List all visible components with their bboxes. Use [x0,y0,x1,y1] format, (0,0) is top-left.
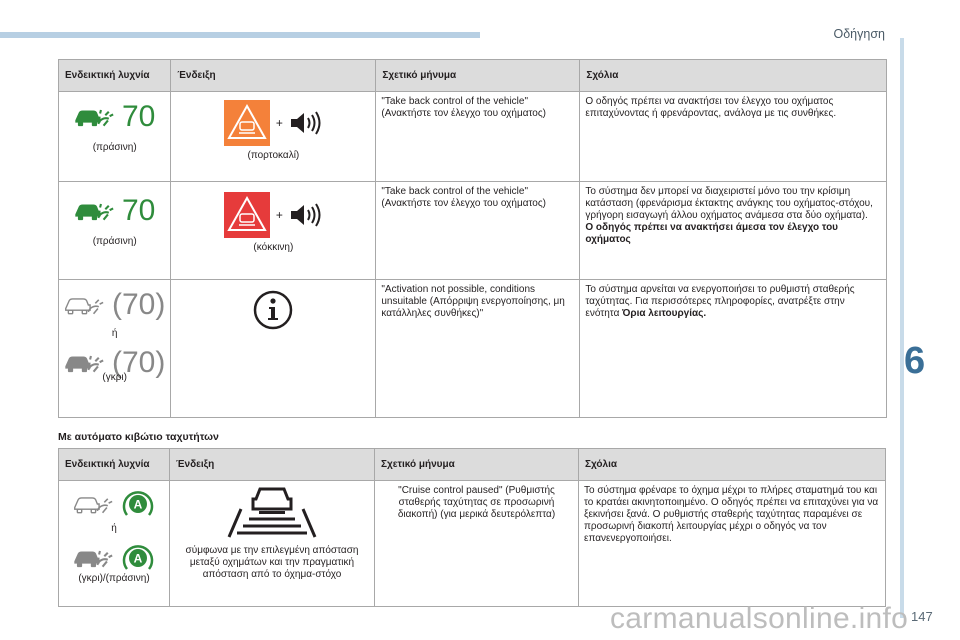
chapter-number: 6 [904,340,926,382]
lamp-cell [59,92,171,182]
cruise-control-car-outline-icon [64,293,104,317]
lamp-colour-caption: (πράσινη) [92,142,137,153]
cruise-control-car-outline-icon [73,492,113,516]
comment-warning: Ο οδηγός πρέπει να ανακτήσει άμεσα τον έλεγχο του οχήματος [585,222,838,245]
chapter-tab-bar [900,38,904,618]
lamp-colour-caption: (γκρι)/(πράσινη) [78,573,150,584]
message-cell: "Activation not possible, conditions unsuitable (Απόρριψη ενεργοποίησης, μη κατάλληλες συνθήκες)" [376,280,580,418]
table-row [59,481,886,607]
auto-hold-icon [121,541,155,575]
cruise-control-car-icon [64,351,104,375]
svg-text:A: A [133,551,143,566]
indication-caption: σύμφωνα με την επιλεγμένη απόσταση μεταξύ οχημάτων και την πραγματική απόσταση από το όχημα-στόχο [185,545,359,580]
or-label: ή [111,523,117,534]
comment-text: Το σύστημα αρνείται να ενεργοποιήσει το ρυθμιστή σταθερής ταχύτητας. Για περισσότερες πληροφορίες, ανατρέξτε στην ενότητα [585,284,855,319]
lamp-colour-caption: (γκρι) [102,372,127,383]
col-header-comments: Σχόλια [579,449,886,481]
message-cell: "Take back control of the vehicle" (Ανακτήστε τον έλεγχο του οχήματος) [376,182,580,280]
audible-signal-icon [289,202,323,228]
col-header-lamp: Ενδεικτική λυχνία [59,60,171,92]
col-header-comments: Σχόλια [580,60,887,92]
col-header-lamp: Ενδεικτική λυχνία [59,449,170,481]
comment-text: Το σύστημα δεν μπορεί να διαχειριστεί μόνο του την κρίσιμη κατάσταση (φρενάρισμα έκτακτης ανάγκης του οχήματος-στόχου, γρήγορη εισαγωγή άλλου οχήματος ανάμεσα στα δύο οχήματα). [585,186,873,221]
col-header-message: Σχετικό μήνυμα [375,449,579,481]
indication-cell [171,280,376,418]
speed-setting: 70 [122,100,156,133]
auto-hold-icon [121,487,155,521]
lamp-cell [59,280,171,418]
svg-text:A: A [133,497,143,512]
col-header-indication: Ένδειξη [171,60,376,92]
comment-link-ref: Όρια λειτουργίας. [622,308,707,319]
lamp-cell [59,182,171,280]
speed-setting: 70 [122,194,156,227]
or-label: ή [111,328,118,339]
indication-cell [171,182,376,280]
lamp-colour-caption: (πράσινη) [92,236,137,247]
table-header-row [59,60,887,92]
lamp-cell [59,481,170,607]
indication-colour-caption: (πορτοκαλί) [247,150,300,161]
watermark: carmanualsonline.info [610,602,909,635]
speed-value: 70 [122,288,156,321]
comment-cell [580,280,887,418]
red-alert-icon [224,192,270,238]
message-cell: "Cruise control paused" (Ρυθμιστής σταθερής ταχύτητας σε προσωρινή διακοπή) (για μερικά δευτερόλεπτα) [375,481,579,607]
speed-setting-outline: (70) [112,346,166,379]
cruise-control-car-icon [73,546,113,570]
indication-cell [171,92,376,182]
indication-cell [170,481,375,607]
comment-cell: Ο οδηγός πρέπει να ανακτήσει τον έλεγχο του οχήματος επιταχύνοντας ή φρενάροντας, ανάλογα με τις συνθήκες. [580,92,887,182]
table-header-row [59,449,886,481]
message-cell: "Take back control of the vehicle" (Ανακτήστε τον έλεγχο του οχήματος) [376,92,580,182]
orange-alert-icon [224,100,270,146]
table-row [59,92,887,182]
speed-value: 70 [122,346,156,379]
cruise-control-car-icon [74,105,114,129]
subheading: Με αυτόματο κιβώτιο ταχυτήτων [58,431,219,443]
plus-sign: + [275,208,283,222]
table-row [59,280,887,418]
comment-cell: Το σύστημα φρέναρε το όχημα μέχρι το πλήρες σταματημά του και το κρατάει ακινητοποιημένο. Ο οδηγός πρέπει να επιταχύνει για να ξεκινήσει ξανά. Ο ρυθμιστής σταθερής ταχύτητας παραμένει σε προσωρινή διακοπή λειτουργίας μέχρι ο οδηγός να τον επανενεργοποιήσει. [579,481,886,607]
col-header-indication: Ένδειξη [170,449,375,481]
cruise-control-car-icon [74,199,114,223]
info-icon [253,290,293,330]
speed-setting-outline: (70) [112,288,166,321]
comment-cell [580,182,887,280]
audible-signal-icon [289,110,323,136]
header-bar [0,32,480,38]
section-title: Οδήγηση [833,27,885,41]
indication-colour-caption: (κόκκινη) [253,242,294,253]
warning-table [58,59,887,418]
page-number: 147 [911,609,933,624]
table-row [59,182,887,280]
plus-sign: + [275,116,283,130]
automatic-gearbox-table [58,448,886,607]
col-header-message: Σχετικό μήνυμα [376,60,580,92]
vehicle-distance-icon [227,485,317,539]
